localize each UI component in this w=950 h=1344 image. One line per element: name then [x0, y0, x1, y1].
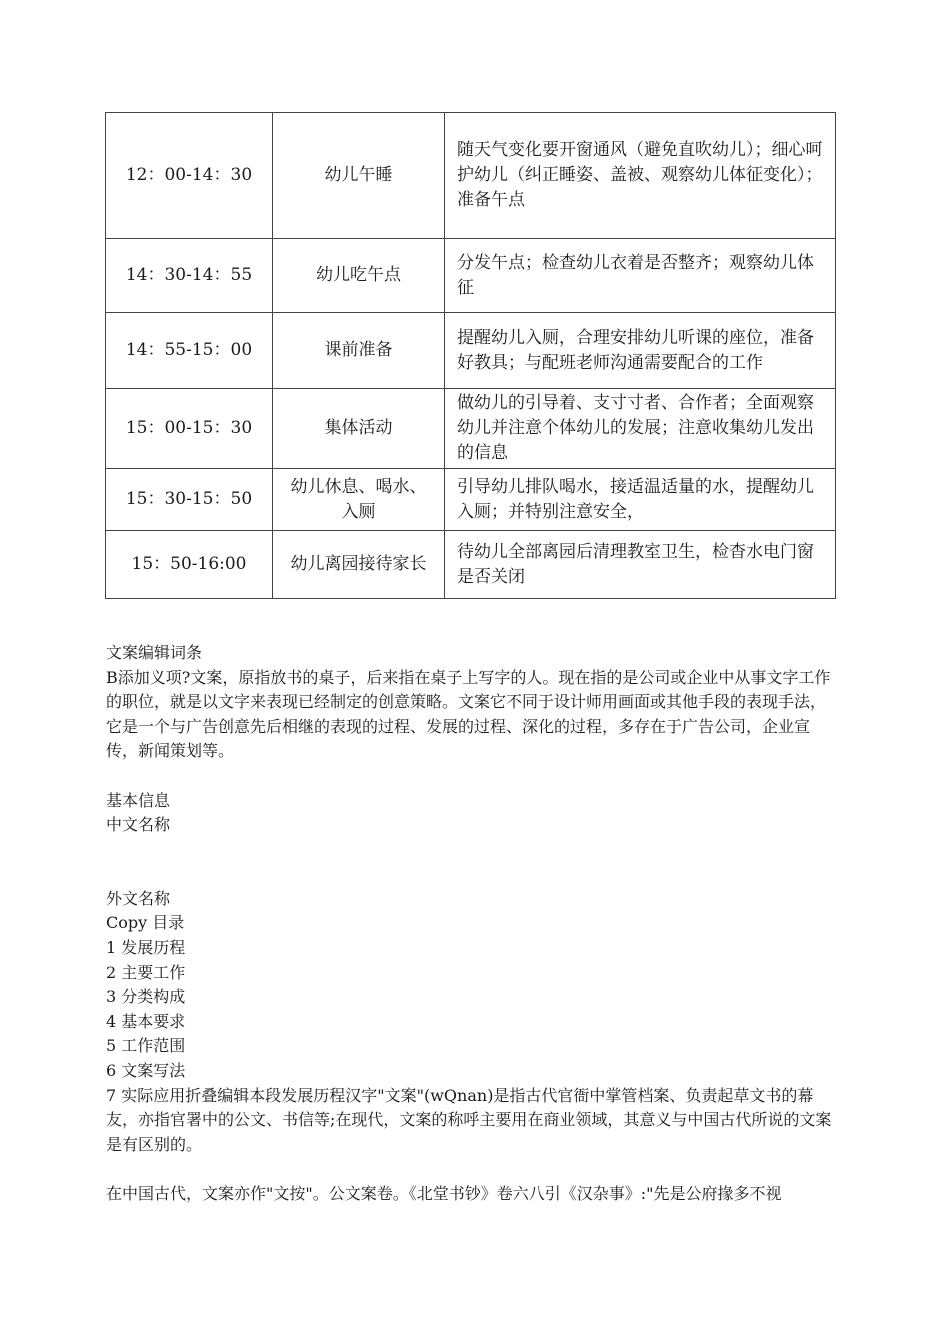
foreign-name-label: 外文名称	[106, 888, 171, 908]
schedule-table	[105, 112, 836, 599]
toc-item: 6 文案写法	[106, 1060, 186, 1080]
table-row	[106, 531, 836, 599]
details-cell: 提醒幼儿入厕，合理安排幼儿听课的座位，准备好教具；与配班老师沟通需要配合的工作	[445, 313, 836, 389]
time-cell: 15：00-15：30	[106, 389, 273, 469]
intro-paragraph: B添加义项?文案，原指放书的桌子，后来指在桌子上写字的人。现在指的是公司或企业中从事文字工作的职位，就是以文字来表现已经制定的创意策略。文案它不同于设计师用画面或其他手段的表现手法，它是一个与广告创意先后相继的表现的过程、发展的过程、深化的过程，多存在于广告公司，企业宣传，新闻策划等。	[106, 667, 831, 761]
activity-cell: 幼儿吃午点	[273, 239, 445, 313]
time-cell: 15：50-16:00	[106, 531, 273, 599]
time-cell: 15：30-15：50	[106, 469, 273, 531]
toc-item: 3 分类构成	[106, 987, 186, 1007]
table-row	[106, 469, 836, 531]
activity-cell: 课前准备	[273, 313, 445, 389]
activity-cell: 幼儿午睡	[273, 113, 445, 239]
chinese-name-label: 中文名称	[106, 815, 171, 835]
entry-title: 文案编辑词条	[106, 643, 203, 662]
details-cell: 随天气变化要开窗通风（避免直吹幼儿）；细心呵护幼儿（纠正睡姿、盖被、观察幼儿体征变化）；准备午点	[445, 113, 836, 239]
table-row	[106, 389, 836, 469]
time-cell: 14：55-15：00	[106, 313, 273, 389]
table-row	[106, 239, 836, 313]
activity-cell: 集体活动	[273, 389, 445, 469]
details-cell: 分发午点；检查幼儿衣着是否整齐；观察幼儿体征	[445, 239, 836, 313]
table-row	[106, 113, 836, 239]
basic-info-heading: 基本信息	[106, 790, 171, 810]
activity-cell: 幼儿离园接待家长	[273, 531, 445, 599]
activity-cell: 幼儿休息、喝水、入厕	[273, 469, 445, 531]
details-cell: 做幼儿的引导着、支寸寸者、合作者；全面观察幼儿并注意个体幼儿的发展；注意收集幼儿发出的信息	[445, 389, 836, 469]
time-cell: 14：30-14：55	[106, 239, 273, 313]
toc-title: Copy 目录	[106, 913, 185, 933]
toc-item: 4 基本要求	[106, 1011, 186, 1031]
details-cell: 引导幼儿排队喝水，接适温适量的水，提醒幼儿入厕；并特别注意安全，	[445, 469, 836, 531]
table-row	[106, 313, 836, 389]
toc-item: 2 主要工作	[106, 962, 186, 982]
article-body	[106, 641, 836, 1206]
time-cell: 12：00-14：30	[106, 113, 273, 239]
details-cell: 待幼儿全部离园后清理教室卫生，检杳水电门窗是否关闭	[445, 531, 836, 599]
toc-item: 1 发展历程	[106, 937, 186, 957]
toc-item: 5 工作范围	[106, 1036, 186, 1056]
history-paragraph: 7 实际应用折叠编辑本段发展历程汉字"文案"(wQnan)是指古代官衙中掌管档案、负责起草文书的幕友，亦指官署中的公文、书信等;在现代，文案的称呼主要用在商业领域，其意义与中国古代所说的文案是有区别的。	[106, 1085, 832, 1154]
ancient-paragraph: 在中国古代，文案亦作"文按"。公文案卷。《北堂书钞》卷六八引《汉杂事》:"先是公府掾多不视	[106, 1183, 782, 1203]
